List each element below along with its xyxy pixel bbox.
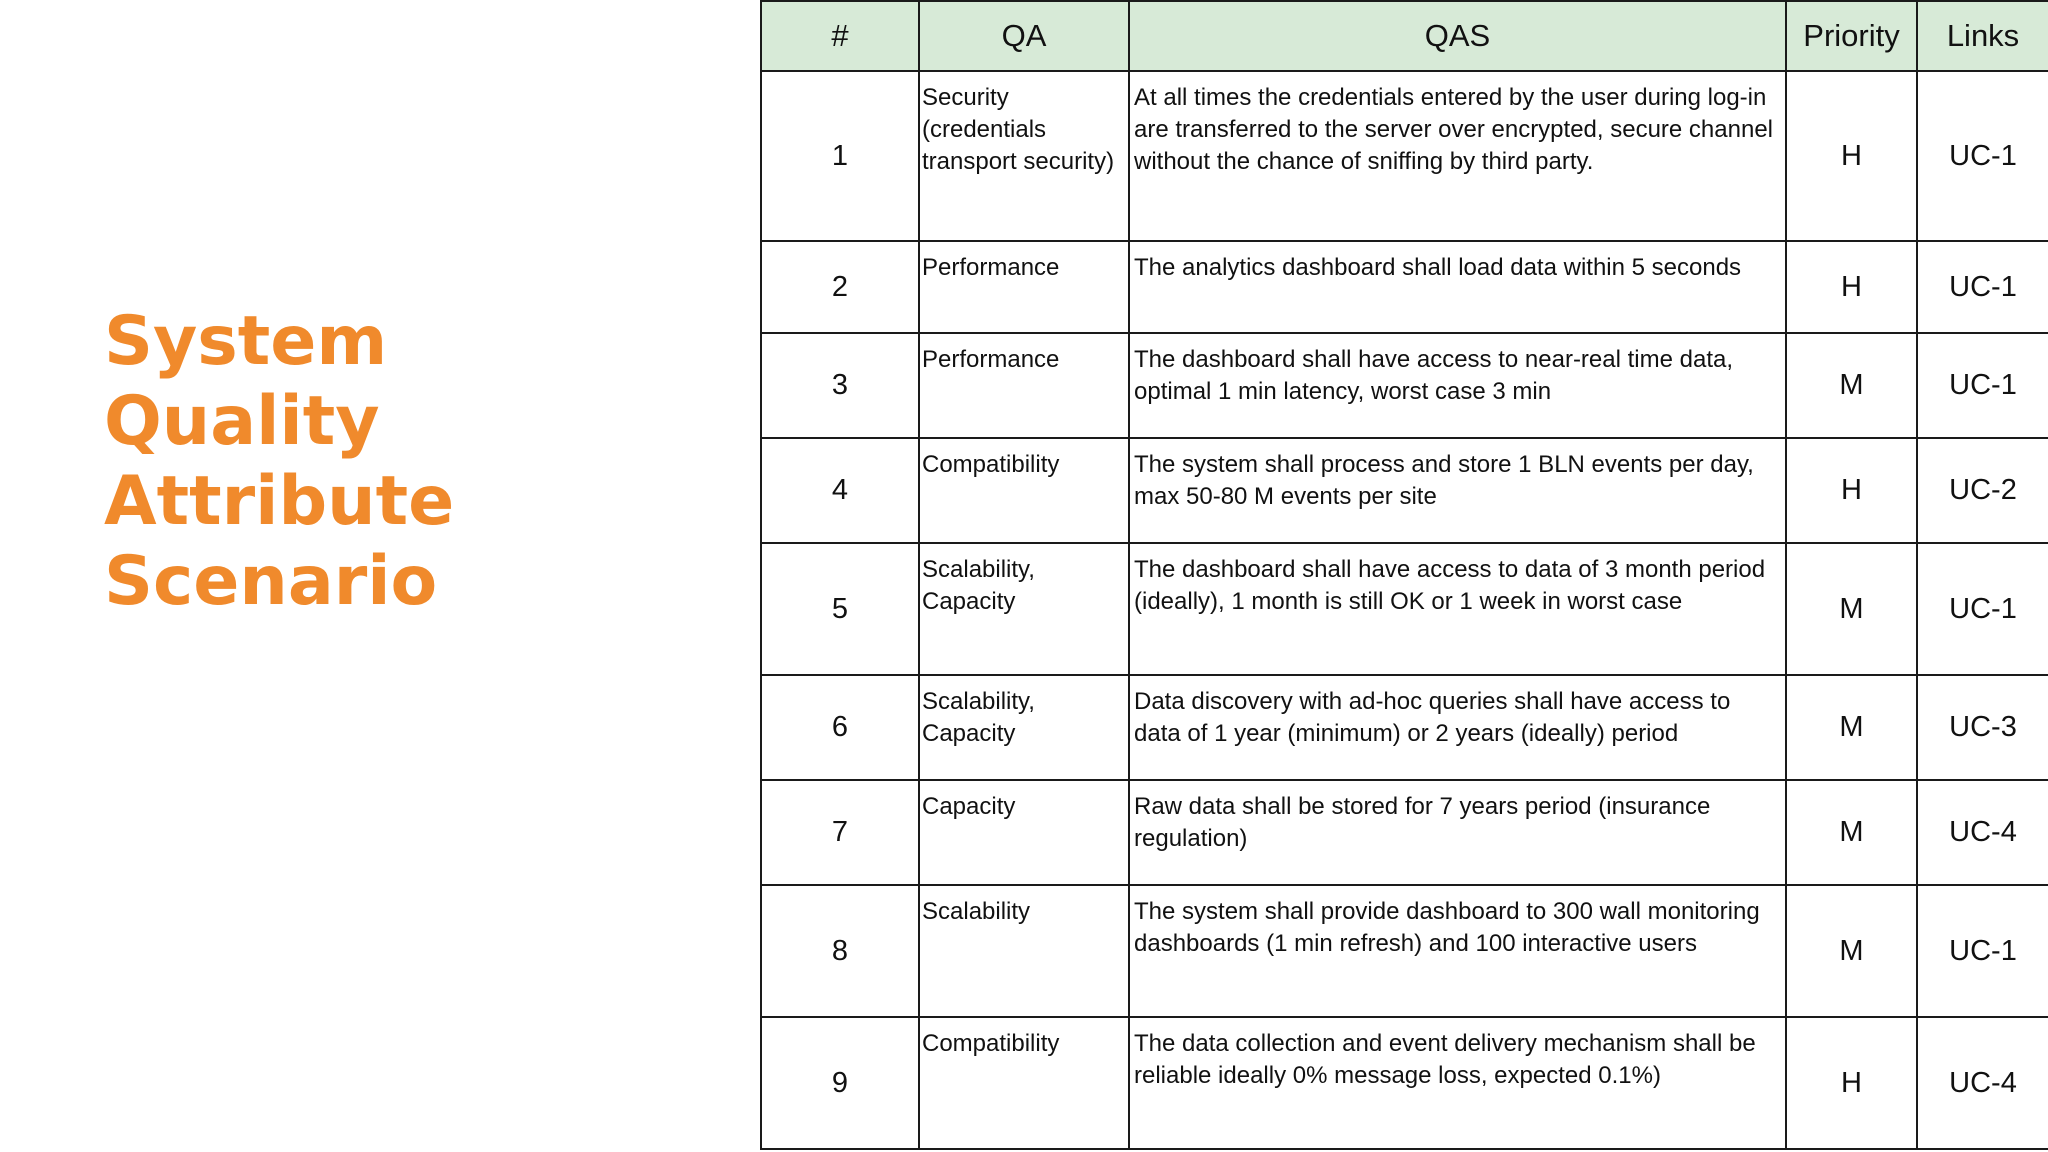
row-number: 2 [761, 241, 919, 333]
row-priority: M [1786, 780, 1917, 885]
row-qas: The data collection and event delivery mechanism shall be reliable ideally 0% message loss, expected 0.1%) [1129, 1017, 1786, 1149]
row-number: 6 [761, 675, 919, 780]
row-qas: Data discovery with ad-hoc queries shall have access to data of 1 year (minimum) or 2 years (ideally) period [1129, 675, 1786, 780]
row-qa: Scalability, Capacity [919, 543, 1129, 675]
row-qas: The system shall process and store 1 BLN events per day, max 50-80 M events per site [1129, 438, 1786, 543]
slide-title-line: Scenario [104, 542, 438, 621]
table-row [761, 1017, 2048, 1149]
slide-title-line: Quality [104, 382, 380, 461]
row-link: UC-3 [1917, 675, 2048, 780]
row-number: 3 [761, 333, 919, 438]
row-priority: H [1786, 438, 1917, 543]
table-row [761, 675, 2048, 780]
row-priority: M [1786, 675, 1917, 780]
row-priority: M [1786, 885, 1917, 1017]
table-row [761, 71, 2048, 241]
table-row [761, 333, 2048, 438]
header-priority: Priority [1786, 1, 1917, 71]
row-qas: The dashboard shall have access to near-real time data, optimal 1 min latency, worst case 3 min [1129, 333, 1786, 438]
row-qa: Scalability [919, 885, 1129, 1017]
row-priority: M [1786, 543, 1917, 675]
table-header-row [761, 1, 2048, 71]
row-priority: H [1786, 241, 1917, 333]
header-qas: QAS [1129, 1, 1786, 71]
row-number: 5 [761, 543, 919, 675]
table-row [761, 885, 2048, 1017]
row-qa: Scalability, Capacity [919, 675, 1129, 780]
row-number: 4 [761, 438, 919, 543]
row-qa: Performance [919, 333, 1129, 438]
row-link: UC-1 [1917, 885, 2048, 1017]
row-number: 8 [761, 885, 919, 1017]
row-number: 7 [761, 780, 919, 885]
row-link: UC-1 [1917, 241, 2048, 333]
header-qa: QA [919, 1, 1129, 71]
header-links: Links [1917, 1, 2048, 71]
slide-title [104, 302, 704, 622]
table-row [761, 543, 2048, 675]
table-row [761, 438, 2048, 543]
row-qa: Compatibility [919, 438, 1129, 543]
row-qas: The analytics dashboard shall load data within 5 seconds [1129, 241, 1786, 333]
row-link: UC-2 [1917, 438, 2048, 543]
row-qa: Compatibility [919, 1017, 1129, 1149]
quality-attribute-table [760, 0, 2048, 1150]
slide-title-line: System [104, 302, 388, 381]
row-qas: Raw data shall be stored for 7 years period (insurance regulation) [1129, 780, 1786, 885]
row-link: UC-4 [1917, 780, 2048, 885]
row-link: UC-1 [1917, 333, 2048, 438]
row-link: UC-1 [1917, 71, 2048, 241]
table-row [761, 780, 2048, 885]
row-qas: The system shall provide dashboard to 300 wall monitoring dashboards (1 min refresh) and 100 interactive users [1129, 885, 1786, 1017]
row-qa: Capacity [919, 780, 1129, 885]
row-qas: The dashboard shall have access to data of 3 month period (ideally), 1 month is still OK or 1 week in worst case [1129, 543, 1786, 675]
row-number: 9 [761, 1017, 919, 1149]
row-priority: M [1786, 333, 1917, 438]
header-number: # [761, 1, 919, 71]
row-priority: H [1786, 1017, 1917, 1149]
row-qas: At all times the credentials entered by the user during log-in are transferred to the server over encrypted, secure channel without the chance of sniffing by third party. [1129, 71, 1786, 241]
row-priority: H [1786, 71, 1917, 241]
row-link: UC-1 [1917, 543, 2048, 675]
slide-title-line: Attribute [104, 462, 455, 541]
row-qa: Security (credentials transport security) [919, 71, 1129, 241]
row-qa: Performance [919, 241, 1129, 333]
row-link: UC-4 [1917, 1017, 2048, 1149]
row-number: 1 [761, 71, 919, 241]
table-row [761, 241, 2048, 333]
